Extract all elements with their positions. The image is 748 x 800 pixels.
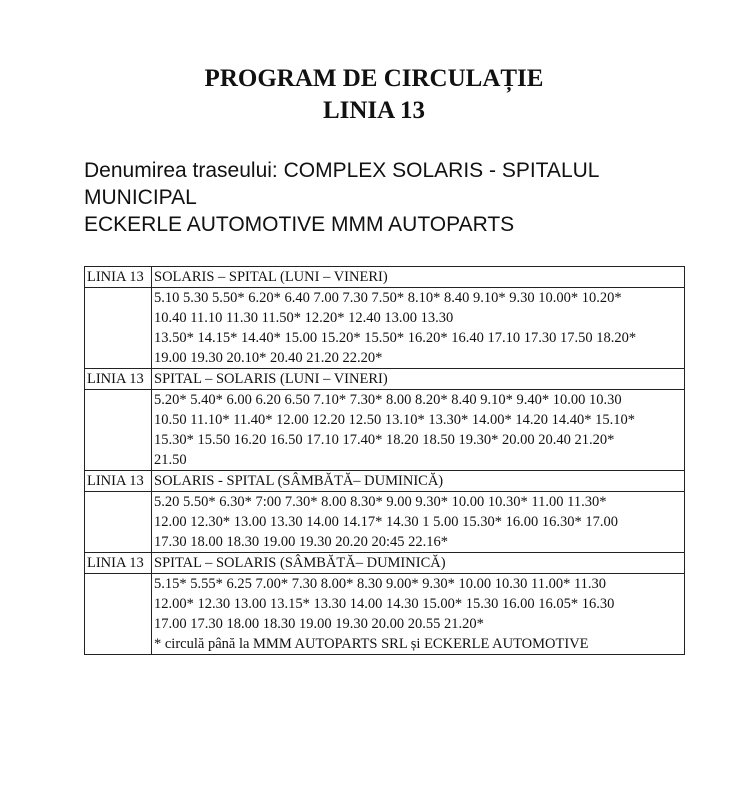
times-line: 21.50 <box>154 452 187 468</box>
times-line: 12.00 12.30* 13.00 13.30 14.00 14.17* 14.30 1 5.00 15.30* 16.00 16.30* 17.00 <box>154 514 618 530</box>
empty-cell <box>85 492 152 553</box>
direction-cell: SOLARIS - SPITAL (SÂMBĂTĂ– DUMINICĂ) <box>152 471 685 492</box>
times-cell <box>152 492 685 553</box>
times-line: 5.10 5.30 5.50* 6.20* 6.40 7.00 7.30 7.50* 8.10* 8.40 9.10* 9.30 10.00* 10.20* <box>154 290 622 306</box>
empty-cell <box>85 574 152 655</box>
section-header-row <box>85 553 685 574</box>
section-header-row <box>85 267 685 288</box>
line-number-cell: LINIA 13 <box>85 369 152 390</box>
route-line: MUNICIPAL <box>84 186 197 209</box>
page-title: PROGRAM DE CIRCULAȚIE <box>204 65 544 92</box>
empty-cell <box>85 390 152 471</box>
times-line: 19.00 19.30 20.10* 20.40 21.20 22.20* <box>154 350 383 366</box>
times-line: 10.40 11.10 11.30 11.50* 12.20* 12.40 13.00 13.30 <box>154 310 454 326</box>
times-line: 5.15* 5.55* 6.25 7.00* 7.30 8.00* 8.30 9.00* 9.30* 10.00 10.30 11.00* 11.30 <box>154 576 607 592</box>
page-subtitle: LINIA 13 <box>322 97 426 124</box>
line-number-cell: LINIA 13 <box>85 267 152 288</box>
section-header-row <box>85 369 685 390</box>
route-line: Denumirea traseului: COMPLEX SOLARIS - SPITALUL <box>84 159 600 182</box>
times-row <box>85 390 685 471</box>
line-number-cell: LINIA 13 <box>85 471 152 492</box>
schedule-table <box>84 266 685 655</box>
times-line: 13.50* 14.15* 14.40* 15.00 15.20* 15.50* 16.20* 16.40 17.10 17.30 17.50 18.20* <box>154 330 637 346</box>
route-description <box>84 157 684 238</box>
footnote: * circulă până la MMM AUTOPARTS SRL și ECKERLE AUTOMOTIVE <box>154 636 589 652</box>
line-number-cell: LINIA 13 <box>85 553 152 574</box>
route-line: ECKERLE AUTOMOTIVE MMM AUTOPARTS <box>84 213 515 236</box>
times-line: 15.30* 15.50 16.20 16.50 17.10 17.40* 18.20 18.50 19.30* 20.00 20.40 21.20* <box>154 432 615 448</box>
direction-cell: SPITAL – SOLARIS (LUNI – VINERI) <box>152 369 685 390</box>
times-row <box>85 574 685 655</box>
times-line: 5.20 5.50* 6.30* 7:00 7.30* 8.00 8.30* 9.00 9.30* 10.00 10.30* 11.00 11.30* <box>154 494 607 510</box>
section-header-row <box>85 471 685 492</box>
direction-cell: SPITAL – SOLARIS (SÂMBĂTĂ– DUMINICĂ) <box>152 553 685 574</box>
times-line: 17.30 18.00 18.30 19.00 19.30 20.20 20:45 22.16* <box>154 534 449 550</box>
times-row <box>85 492 685 553</box>
times-line: 17.00 17.30 18.00 18.30 19.00 19.30 20.00 20.55 21.20* <box>154 616 484 632</box>
times-line: 10.50 11.10* 11.40* 12.00 12.20 12.50 13.10* 13.30* 14.00* 14.20 14.40* 15.10* <box>154 412 636 428</box>
times-line: 5.20* 5.40* 6.00 6.20 6.50 7.10* 7.30* 8.00 8.20* 8.40 9.10* 9.40* 10.00 10.30 <box>154 392 622 408</box>
times-row <box>85 288 685 369</box>
times-cell <box>152 390 685 471</box>
empty-cell <box>85 288 152 369</box>
direction-cell: SOLARIS – SPITAL (LUNI – VINERI) <box>152 267 685 288</box>
times-line: 12.00* 12.30 13.00 13.15* 13.30 14.00 14.30 15.00* 15.30 16.00 16.05* 16.30 <box>154 596 615 612</box>
times-cell <box>152 574 685 655</box>
times-cell <box>152 288 685 369</box>
